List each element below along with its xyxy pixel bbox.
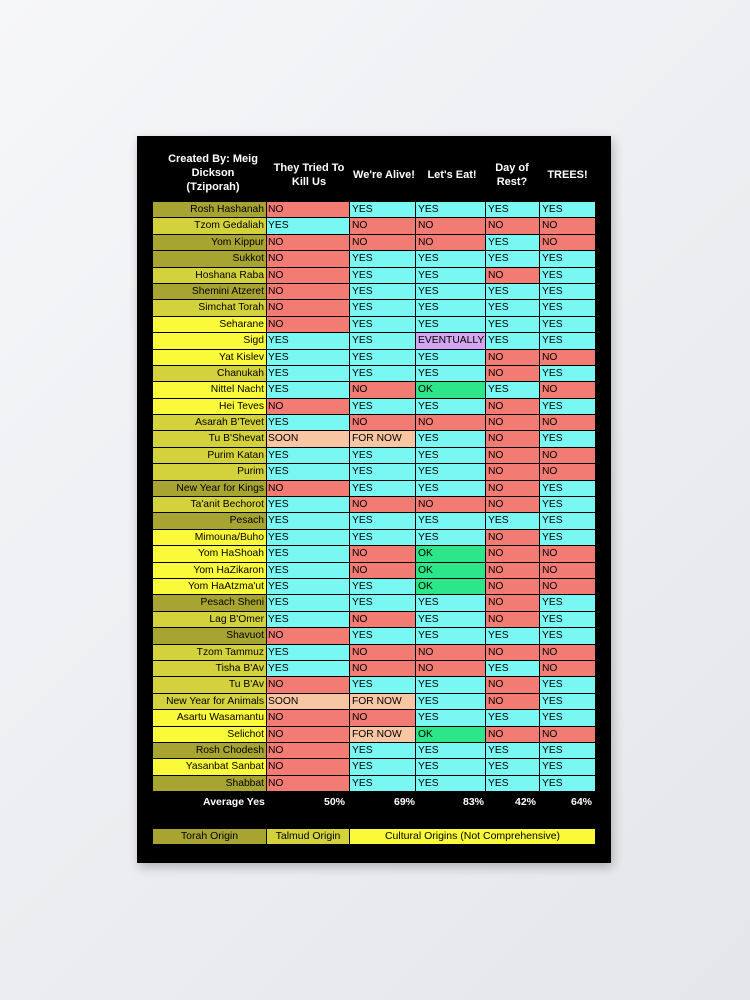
holiday-name: Hei Teves	[153, 399, 267, 414]
cell-kill: YES	[267, 661, 350, 676]
cell-eat: YES	[416, 530, 486, 545]
table-row	[153, 415, 595, 430]
holiday-name: Tu B'Av	[153, 677, 267, 692]
col-header-eat: Let's Eat!	[427, 169, 477, 181]
cell-eat: YES	[416, 317, 486, 332]
cell-kill: NO	[267, 235, 350, 250]
table-row	[153, 481, 595, 496]
cell-kill: YES	[267, 612, 350, 627]
cell-kill: YES	[267, 595, 350, 610]
cell-trees: YES	[540, 268, 595, 283]
cell-eat: YES	[416, 759, 486, 774]
cell-alive: YES	[350, 333, 416, 348]
cell-alive: YES	[350, 448, 416, 463]
cell-trees: NO	[540, 382, 595, 397]
holiday-name: Shavuot	[153, 628, 267, 643]
cell-kill: YES	[267, 645, 350, 660]
cell-alive: YES	[350, 350, 416, 365]
table-row	[153, 366, 595, 381]
cell-rest: YES	[486, 759, 540, 774]
table-row	[153, 399, 595, 414]
cell-trees: YES	[540, 481, 595, 496]
holiday-name: Rosh Hashanah	[153, 202, 267, 217]
cell-alive: YES	[350, 399, 416, 414]
cell-alive: YES	[350, 251, 416, 266]
holiday-name: Sigd	[153, 333, 267, 348]
cell-rest: NO	[486, 268, 540, 283]
table-row	[153, 448, 595, 463]
cell-rest: YES	[486, 251, 540, 266]
cell-rest: NO	[486, 399, 540, 414]
legend-cultural: Cultural Origins (Not Comprehensive)	[350, 829, 595, 844]
cell-eat: NO	[416, 415, 486, 430]
cell-kill: YES	[267, 350, 350, 365]
holiday-name: Shemini Atzeret	[153, 284, 267, 299]
cell-alive: YES	[350, 464, 416, 479]
table-row	[153, 776, 595, 791]
cell-rest: YES	[486, 300, 540, 315]
legend-torah: Torah Origin	[153, 829, 267, 844]
cell-trees: NO	[540, 350, 595, 365]
holiday-name: Ta'anit Bechorot	[153, 497, 267, 512]
holiday-name: Yom HaAtzma'ut	[153, 579, 267, 594]
cell-kill: NO	[267, 317, 350, 332]
cell-alive: NO	[350, 563, 416, 578]
cell-trees: NO	[540, 546, 595, 561]
cell-rest: NO	[486, 694, 540, 709]
holiday-name: Sukkot	[153, 251, 267, 266]
cell-alive: YES	[350, 530, 416, 545]
cell-alive: YES	[350, 776, 416, 791]
cell-kill: YES	[267, 579, 350, 594]
table-row	[153, 694, 595, 709]
cell-alive: YES	[350, 366, 416, 381]
table-row	[153, 513, 595, 528]
origin-legend	[153, 829, 595, 844]
cell-eat: YES	[416, 350, 486, 365]
cell-eat: YES	[416, 628, 486, 643]
table-row	[153, 727, 595, 742]
poster	[137, 136, 611, 863]
table-row	[153, 317, 595, 332]
holiday-name: Yom HaShoah	[153, 546, 267, 561]
cell-alive: NO	[350, 218, 416, 233]
cell-trees: NO	[540, 727, 595, 742]
table-row	[153, 743, 595, 758]
cell-rest: NO	[486, 415, 540, 430]
table-row	[153, 645, 595, 660]
holiday-name: Yasanbat Sanbat	[153, 759, 267, 774]
holiday-name: Lag B'Omer	[153, 612, 267, 627]
holiday-name: Tzom Gedaliah	[153, 218, 267, 233]
cell-alive: YES	[350, 579, 416, 594]
holiday-name: Seharane	[153, 317, 267, 332]
cell-kill: NO	[267, 727, 350, 742]
cell-alive: YES	[350, 628, 416, 643]
col-header-kill: They Tried To Kill Us	[273, 162, 345, 188]
cell-trees: NO	[540, 235, 595, 250]
table-header	[137, 136, 611, 202]
cell-alive: NO	[350, 497, 416, 512]
cell-rest: YES	[486, 202, 540, 217]
holiday-name: Pesach Sheni	[153, 595, 267, 610]
cell-rest: NO	[486, 727, 540, 742]
table-row	[153, 284, 595, 299]
cell-trees: NO	[540, 661, 595, 676]
cell-trees: YES	[540, 595, 595, 610]
cell-rest: YES	[486, 743, 540, 758]
cell-kill: YES	[267, 382, 350, 397]
cell-eat: YES	[416, 431, 486, 446]
cell-alive: YES	[350, 743, 416, 758]
average-row	[153, 796, 595, 810]
average-eat: 83%	[463, 796, 485, 808]
cell-trees: YES	[540, 431, 595, 446]
table-row	[153, 235, 595, 250]
cell-trees: NO	[540, 218, 595, 233]
cell-kill: NO	[267, 268, 350, 283]
cell-alive: YES	[350, 284, 416, 299]
holiday-name: Rosh Chodesh	[153, 743, 267, 758]
cell-eat: OK	[416, 563, 486, 578]
cell-eat: YES	[416, 710, 486, 725]
cell-eat: NO	[416, 645, 486, 660]
cell-alive: YES	[350, 481, 416, 496]
table-row	[153, 333, 595, 348]
average-kill: 50%	[324, 796, 346, 808]
table-row	[153, 710, 595, 725]
cell-kill: YES	[267, 513, 350, 528]
cell-rest: YES	[486, 317, 540, 332]
cell-rest: NO	[486, 530, 540, 545]
cell-trees: NO	[540, 563, 595, 578]
holiday-name: Tisha B'Av	[153, 661, 267, 676]
cell-kill: YES	[267, 218, 350, 233]
cell-kill: YES	[267, 448, 350, 463]
cell-trees: YES	[540, 317, 595, 332]
cell-kill: YES	[267, 530, 350, 545]
cell-alive: NO	[350, 612, 416, 627]
cell-alive: YES	[350, 317, 416, 332]
cell-kill: NO	[267, 677, 350, 692]
holiday-name: Purim	[153, 464, 267, 479]
cell-eat: YES	[416, 251, 486, 266]
holiday-name: Hoshana Raba	[153, 268, 267, 283]
cell-kill: NO	[267, 300, 350, 315]
table-row	[153, 218, 595, 233]
table-row	[153, 382, 595, 397]
cell-alive: FOR NOW	[350, 694, 416, 709]
cell-rest: YES	[486, 513, 540, 528]
holiday-name: Yom HaZikaron	[153, 563, 267, 578]
holiday-name: Nittel Nacht	[153, 382, 267, 397]
holiday-name: Tu B'Shevat	[153, 431, 267, 446]
cell-alive: NO	[350, 710, 416, 725]
cell-eat: YES	[416, 300, 486, 315]
holiday-name: Pesach	[153, 513, 267, 528]
table-row	[153, 431, 595, 446]
cell-trees: YES	[540, 284, 595, 299]
cell-rest: YES	[486, 710, 540, 725]
cell-trees: YES	[540, 694, 595, 709]
cell-alive: NO	[350, 415, 416, 430]
table-row	[153, 612, 595, 627]
holiday-name: Simchat Torah	[153, 300, 267, 315]
cell-rest: NO	[486, 563, 540, 578]
table-row	[153, 579, 595, 594]
cell-trees: YES	[540, 366, 595, 381]
legend-talmud: Talmud Origin	[267, 829, 350, 844]
cell-trees: YES	[540, 677, 595, 692]
cell-kill: NO	[267, 284, 350, 299]
cell-rest: NO	[486, 677, 540, 692]
cell-kill: NO	[267, 251, 350, 266]
cell-rest: NO	[486, 448, 540, 463]
cell-rest: NO	[486, 645, 540, 660]
cell-kill: NO	[267, 710, 350, 725]
col-header-trees: TREES!	[547, 169, 588, 181]
average-trees: 64%	[571, 796, 593, 808]
table-row	[153, 563, 595, 578]
cell-kill: NO	[267, 399, 350, 414]
cell-trees: YES	[540, 612, 595, 627]
cell-alive: NO	[350, 661, 416, 676]
cell-trees: YES	[540, 333, 595, 348]
table-row	[153, 595, 595, 610]
cell-eat: OK	[416, 727, 486, 742]
cell-rest: NO	[486, 366, 540, 381]
cell-eat: YES	[416, 448, 486, 463]
cell-eat: NO	[416, 235, 486, 250]
cell-eat: YES	[416, 202, 486, 217]
table-row	[153, 661, 595, 676]
table-row	[153, 546, 595, 561]
cell-trees: YES	[540, 743, 595, 758]
cell-kill: YES	[267, 415, 350, 430]
table-row	[153, 628, 595, 643]
cell-rest: YES	[486, 284, 540, 299]
cell-eat: NO	[416, 218, 486, 233]
cell-trees: YES	[540, 759, 595, 774]
cell-eat: EVENTUALLY	[416, 333, 486, 348]
table-row	[153, 202, 595, 217]
holiday-name: Yom Kippur	[153, 235, 267, 250]
cell-eat: NO	[416, 661, 486, 676]
cell-eat: YES	[416, 513, 486, 528]
cell-kill: YES	[267, 366, 350, 381]
cell-alive: YES	[350, 759, 416, 774]
table-row	[153, 350, 595, 365]
holiday-name: Selichot	[153, 727, 267, 742]
cell-alive: NO	[350, 546, 416, 561]
cell-kill: NO	[267, 628, 350, 643]
average-label: Average Yes	[203, 796, 265, 808]
cell-trees: NO	[540, 415, 595, 430]
cell-rest: NO	[486, 350, 540, 365]
cell-trees: YES	[540, 776, 595, 791]
creator-credit: Created By: Meig Dickson (Tziporah)	[168, 153, 258, 193]
col-header-alive: We're Alive!	[353, 169, 415, 181]
cell-rest: NO	[486, 431, 540, 446]
cell-trees: YES	[540, 300, 595, 315]
cell-eat: YES	[416, 481, 486, 496]
cell-trees: YES	[540, 497, 595, 512]
cell-rest: NO	[486, 497, 540, 512]
cell-kill: NO	[267, 743, 350, 758]
cell-trees: NO	[540, 464, 595, 479]
cell-alive: NO	[350, 235, 416, 250]
cell-kill: YES	[267, 563, 350, 578]
cell-eat: YES	[416, 268, 486, 283]
cell-eat: YES	[416, 464, 486, 479]
cell-rest: YES	[486, 382, 540, 397]
cell-trees: NO	[540, 448, 595, 463]
table-row	[153, 268, 595, 283]
cell-eat: YES	[416, 399, 486, 414]
holiday-name: Yat Kislev	[153, 350, 267, 365]
holiday-name: New Year for Animals	[153, 694, 267, 709]
cell-alive: NO	[350, 382, 416, 397]
cell-trees: YES	[540, 710, 595, 725]
table-row	[153, 251, 595, 266]
table-row	[153, 300, 595, 315]
cell-alive: NO	[350, 645, 416, 660]
col-header-rest: Day of Rest?	[495, 162, 529, 188]
table-row	[153, 530, 595, 545]
cell-alive: FOR NOW	[350, 431, 416, 446]
cell-rest: NO	[486, 612, 540, 627]
holiday-name: Asartu Wasamantu	[153, 710, 267, 725]
cell-eat: OK	[416, 546, 486, 561]
average-rest: 42%	[515, 796, 537, 808]
cell-trees: YES	[540, 628, 595, 643]
holiday-name: Purim Katan	[153, 448, 267, 463]
cell-kill: YES	[267, 497, 350, 512]
cell-trees: NO	[540, 579, 595, 594]
cell-eat: YES	[416, 366, 486, 381]
cell-eat: YES	[416, 612, 486, 627]
cell-kill: YES	[267, 546, 350, 561]
cell-rest: YES	[486, 776, 540, 791]
cell-kill: NO	[267, 759, 350, 774]
cell-rest: YES	[486, 661, 540, 676]
cell-eat: YES	[416, 284, 486, 299]
cell-trees: NO	[540, 645, 595, 660]
cell-rest: NO	[486, 595, 540, 610]
holiday-name: Asarah B'Tevet	[153, 415, 267, 430]
holiday-name: Tzom Tammuz	[153, 645, 267, 660]
table-row	[153, 759, 595, 774]
cell-rest: YES	[486, 235, 540, 250]
cell-kill: NO	[267, 776, 350, 791]
cell-rest: YES	[486, 628, 540, 643]
holiday-name: Shabbat	[153, 776, 267, 791]
cell-eat: YES	[416, 595, 486, 610]
average-alive: 69%	[394, 796, 416, 808]
cell-rest: NO	[486, 481, 540, 496]
table-row	[153, 677, 595, 692]
cell-alive: YES	[350, 202, 416, 217]
holiday-table	[153, 202, 595, 792]
cell-alive: YES	[350, 513, 416, 528]
holiday-name: Chanukah	[153, 366, 267, 381]
cell-kill: SOON	[267, 431, 350, 446]
cell-alive: YES	[350, 268, 416, 283]
cell-rest: NO	[486, 218, 540, 233]
cell-rest: YES	[486, 333, 540, 348]
cell-alive: YES	[350, 595, 416, 610]
cell-alive: YES	[350, 300, 416, 315]
cell-eat: OK	[416, 579, 486, 594]
cell-alive: YES	[350, 677, 416, 692]
holiday-name: Mimouna/Buho	[153, 530, 267, 545]
cell-rest: NO	[486, 464, 540, 479]
cell-rest: NO	[486, 546, 540, 561]
cell-eat: NO	[416, 497, 486, 512]
cell-kill: SOON	[267, 694, 350, 709]
cell-alive: FOR NOW	[350, 727, 416, 742]
cell-trees: YES	[540, 399, 595, 414]
holiday-name: New Year for Kings	[153, 481, 267, 496]
cell-trees: YES	[540, 513, 595, 528]
cell-eat: YES	[416, 677, 486, 692]
cell-kill: YES	[267, 464, 350, 479]
cell-kill: NO	[267, 202, 350, 217]
cell-eat: YES	[416, 694, 486, 709]
cell-eat: OK	[416, 382, 486, 397]
cell-trees: YES	[540, 202, 595, 217]
cell-eat: YES	[416, 743, 486, 758]
table-row	[153, 497, 595, 512]
cell-kill: YES	[267, 333, 350, 348]
cell-trees: YES	[540, 530, 595, 545]
cell-trees: YES	[540, 251, 595, 266]
cell-eat: YES	[416, 776, 486, 791]
table-row	[153, 464, 595, 479]
cell-kill: NO	[267, 481, 350, 496]
cell-rest: NO	[486, 579, 540, 594]
